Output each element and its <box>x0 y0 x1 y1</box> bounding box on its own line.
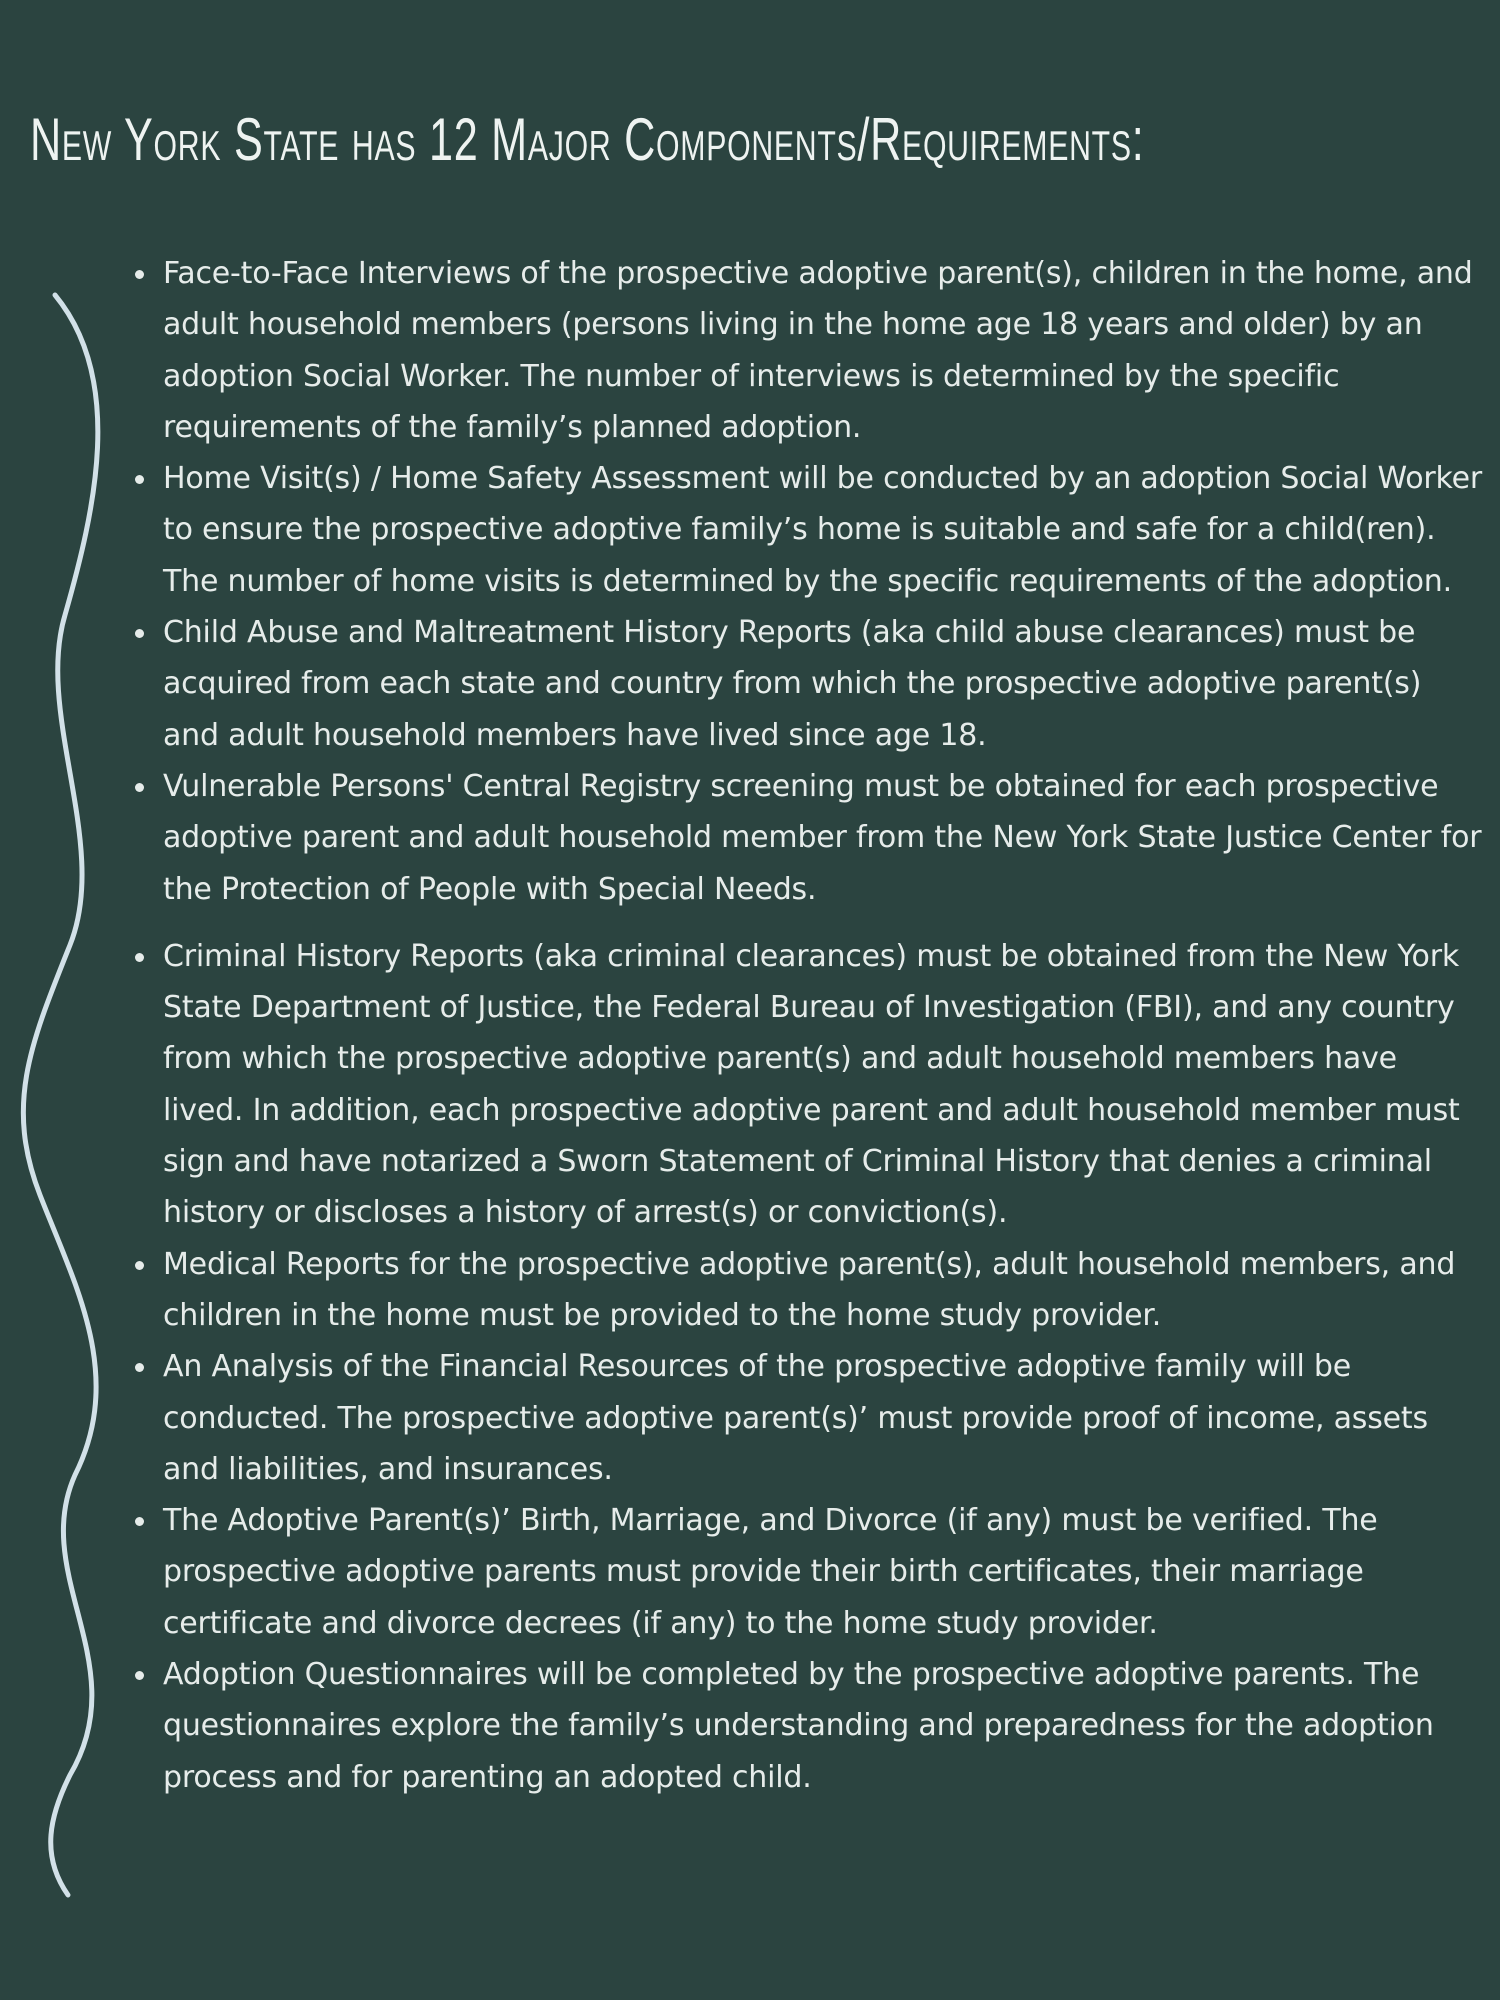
list-item <box>163 1649 1483 1803</box>
bullet-icon <box>135 270 144 279</box>
bullet-icon <box>135 629 144 638</box>
list-item-text: An Analysis of the Financial Resources of the prospective adoptive family will be conducted. The prospective adoptive parent(s)’ must provide proof of income, assets and liabilities, and insurances. <box>163 1349 1428 1487</box>
bullet-icon <box>135 1671 144 1680</box>
list-item <box>163 1239 1483 1342</box>
list-item-text: Child Abuse and Maltreatment History Reports (aka child abuse clearances) must be acquired from each state and country from which the prospective adoptive parent(s) and adult household members have lived since age 18. <box>163 615 1422 753</box>
bullet-icon <box>135 1363 144 1372</box>
list-item <box>163 607 1483 761</box>
wavy-line-icon <box>10 285 110 1905</box>
bullet-icon <box>135 475 144 484</box>
list-item <box>163 931 1483 1239</box>
requirements-list <box>163 248 1483 1803</box>
list-item <box>163 761 1483 915</box>
list-item-text: Medical Reports for the prospective adoptive parent(s), adult household members, and children in the home must be provided to the home study provider. <box>163 1246 1456 1333</box>
list-item-text: Home Visit(s) / Home Safety Assessment will be conducted by an adoption Social Worker to ensure the prospective adoptive family’s home is suitable and safe for a child(ren). The number of home visits is determined by the specific requirements of the adoption. <box>163 461 1482 599</box>
bullet-icon <box>135 783 144 792</box>
bullet-icon <box>135 1517 144 1526</box>
list-item <box>163 453 1483 607</box>
list-item-text: Face-to-Face Interviews of the prospective adoptive parent(s), children in the home, and adult household members (persons living in the home age 18 years and older) by an adoption Social Worker. The number of interviews is determined by the specific requirements of the family’s planned adoption. <box>163 256 1473 445</box>
bullet-icon <box>135 1261 144 1270</box>
list-item-text: Criminal History Reports (aka criminal clearances) must be obtained from the New York State Department of Justice, the Federal Bureau of Investigation (FBI), and any country from which the prospective adoptive parent(s) and adult household members have lived. In addition, each prospective adoptive parent and adult household member must sign and have notarized a Sworn Statement of Criminal History that denies a criminal history or discloses a history of arrest(s) or conviction(s). <box>163 938 1460 1231</box>
list-item-text: Adoption Questionnaires will be completed by the prospective adoptive parents. The questionnaires explore the family’s understanding and preparedness for the adoption process and for parenting an adopted child. <box>163 1657 1434 1795</box>
list-item <box>163 1495 1483 1649</box>
list-item-text: Vulnerable Persons' Central Registry screening must be obtained for each prospective adoptive parent and adult household member from the New York State Justice Center for the Protection of People with Special Needs. <box>163 768 1482 907</box>
list-item <box>163 248 1483 453</box>
list-item-text: The Adoptive Parent(s)’ Birth, Marriage, and Divorce (if any) must be verified. The prospective adoptive parents must provide their birth certificates, their marriage certificate and divorce decrees (if any) to the home study provider. <box>163 1503 1378 1641</box>
list-item <box>163 1341 1483 1495</box>
page-title: New York State has 12 Major Components/Requirements: <box>30 106 1145 173</box>
bullet-icon <box>135 953 144 962</box>
